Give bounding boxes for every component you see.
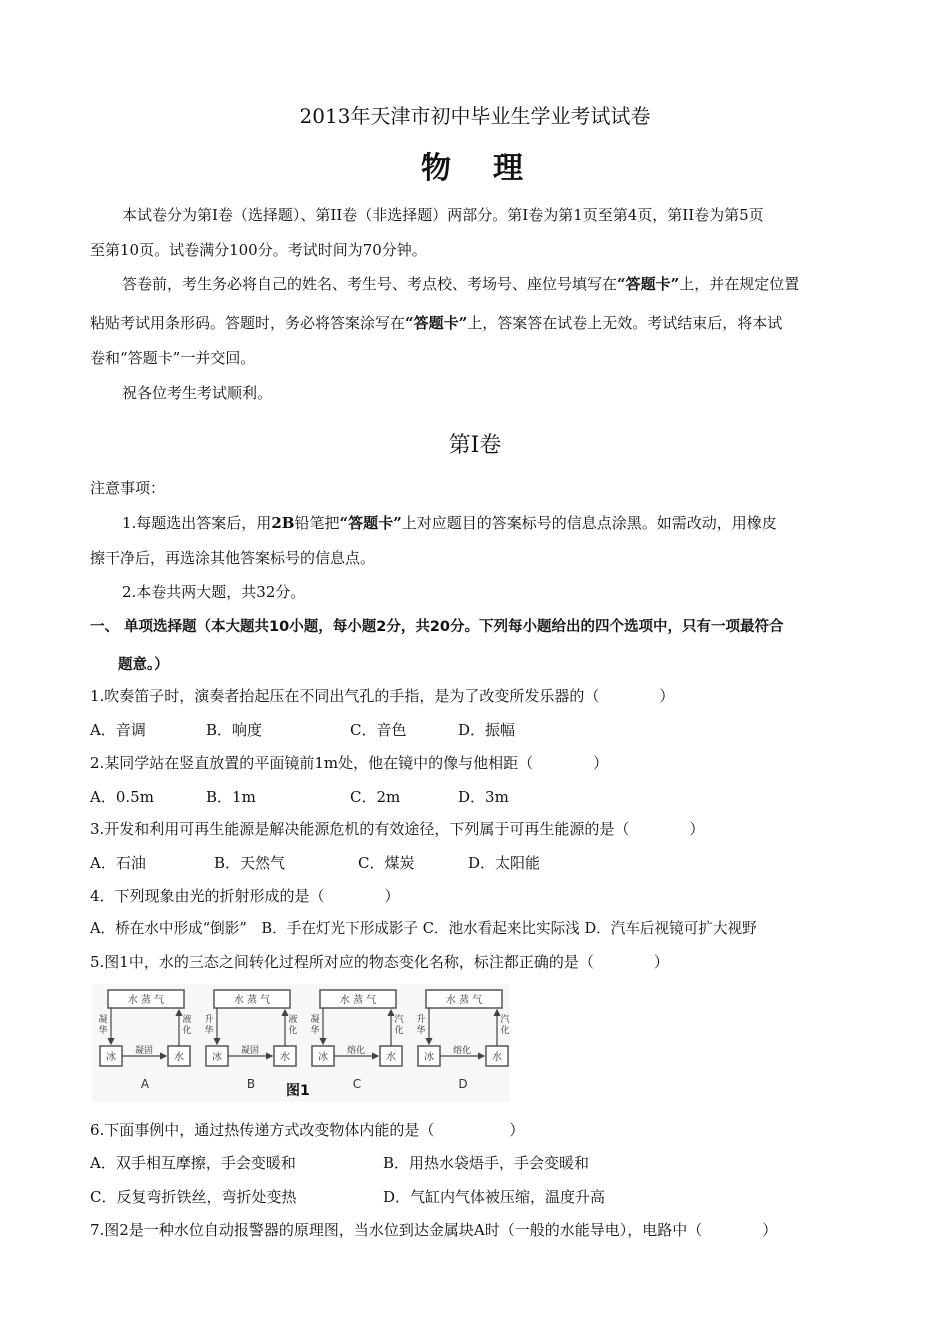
intro-text: 上，答案答在试卷上无效。考试结束后，将本试 [467, 314, 783, 332]
left-arrow-label-char: 升 [204, 1015, 214, 1025]
left-arrow-label [416, 1013, 425, 1036]
q1-option-a: A．音调 [90, 721, 146, 739]
right-arrow-label [288, 1013, 297, 1036]
question-4: 4．下列现象由光的折射形成的是（ ） [90, 887, 400, 905]
water-label: 水 [280, 1052, 290, 1063]
q1-option-c: C．音色 [350, 721, 407, 739]
right-arrow-label [182, 1013, 191, 1036]
q3-option-c: C．煤炭 [358, 854, 415, 872]
q6-option-d: D．气缸内气体被压缩，温度升高 [383, 1188, 606, 1206]
ice-label: 冰 [212, 1052, 222, 1063]
question-2: 2.某同学站在竖直放置的平面镜前1m处，他在镜中的像与他相距（ ） [90, 754, 609, 772]
question-7: 7.图2是一种水位自动报警器的原理图，当水位到达金属块A时（一般的水能导电），电路中（ ） [90, 1221, 778, 1239]
q3-option-d: D．太阳能 [468, 854, 541, 872]
diagram-c [310, 990, 403, 1091]
water-label: 水 [492, 1052, 502, 1063]
left-arrow-label-char: 凝 [98, 1015, 108, 1025]
question-3: 3.开发和利用可再生能源是解决能源危机的有效途径，下列属于可再生能源的是（ ） [90, 820, 705, 838]
answer-card-emphasis: “答题卡” [339, 514, 402, 532]
answer-card-emphasis: “答题卡” [405, 314, 468, 332]
left-arrow-label [98, 1013, 107, 1036]
section-heading: 第Ⅰ卷 [448, 433, 502, 458]
intro-text: 粘贴考试用条形码。答题时，务必将答案涂写在 [90, 314, 406, 332]
right-arrow-label-char: 化 [288, 1026, 298, 1036]
q6-option-c: C．反复弯折铁丝，弯折处变热 [90, 1188, 297, 1206]
intro-line: 至第10页。试卷满分100分。考试时间为70分钟。 [90, 241, 427, 259]
middle-arrow-label: 熔化 [346, 1046, 366, 1056]
right-arrow-label-char: 化 [394, 1026, 404, 1036]
q3-option-a: A．石油 [90, 854, 146, 872]
right-arrow-label [500, 1013, 509, 1036]
q6-option-a: A．双手相互摩擦，手会变暖和 [90, 1154, 296, 1172]
right-arrow-label-char: 化 [182, 1026, 192, 1036]
vapor-label: 水 蒸 气 [445, 995, 483, 1006]
left-arrow-label [310, 1013, 319, 1036]
right-arrow-label-char: 液 [288, 1015, 298, 1025]
ice-label: 冰 [424, 1052, 434, 1063]
question-6: 6.下面事例中，通过热传递方式改变物体内能的是（ ） [90, 1121, 525, 1139]
q1-option-d: D．振幅 [458, 721, 516, 739]
right-arrow-label-char: 化 [500, 1026, 510, 1036]
ice-label: 冰 [318, 1052, 328, 1063]
q2-option-d: D．3m [458, 788, 509, 806]
diagram-letter: A [140, 1077, 150, 1091]
q3-option-b: B．天然气 [214, 854, 286, 872]
water-label: 水 [386, 1052, 396, 1063]
q1-option-b: B．响度 [206, 721, 263, 739]
left-arrow-label-char: 华 [416, 1026, 426, 1036]
diagram-a [98, 990, 191, 1091]
middle-arrow-label: 熔化 [452, 1046, 472, 1056]
right-arrow-label-char: 汽 [394, 1015, 404, 1025]
intro-line [90, 313, 782, 333]
note-line: 2.本卷共两大题，共32分。 [122, 583, 306, 601]
left-arrow-label [204, 1013, 213, 1036]
pencil-emphasis: 2B [271, 514, 295, 532]
question-5: 5.图1中，水的三态之间转化过程所对应的物态变化名称，标注都正确的是（ ） [90, 953, 669, 971]
vapor-label: 水 蒸 气 [339, 995, 377, 1006]
left-arrow-label-char: 华 [204, 1026, 214, 1036]
intro-line: 本试卷分为第Ⅰ卷（选择题）、第II卷（非选择题）两部分。第Ⅰ卷为第1页至第4页，第II卷为第5页 [122, 206, 764, 224]
diagram-d [416, 990, 509, 1091]
part-heading: 题意。） [118, 657, 169, 673]
right-arrow-label-char: 汽 [500, 1015, 510, 1025]
question-1: 1.吹奏笛子时，演奏者抬起压在不同出气孔的手指，是为了改变所发乐器的（ ） [90, 687, 675, 705]
part-heading: 一、 单项选择题（本大题共10小题，每小题2分，共20分。下列每小题给出的四个选项中，只有一项最符合 [90, 619, 784, 635]
left-arrow-label-char: 华 [98, 1026, 108, 1036]
note-text: 1.每题选出答案后，用 [122, 514, 272, 532]
note-text: 上对应题目的答案标号的信息点涂黑。如需改动，用橡皮 [401, 514, 777, 532]
q4-options: A．桥在水中形成“倒影” B．手在灯光下形成影子 C．池水看起来比实际浅 D．汽车后视镜可扩大视野 [90, 920, 757, 937]
diagram-letter: C [352, 1077, 362, 1091]
middle-arrow-label: 凝固 [240, 1046, 260, 1056]
exam-title: 2013年天津市初中毕业生学业考试试卷 [299, 104, 651, 128]
water-label: 水 [174, 1052, 184, 1063]
left-arrow-label-char: 升 [416, 1015, 426, 1025]
intro-line [122, 274, 799, 294]
diagram-b [204, 990, 297, 1091]
left-arrow-label-char: 华 [310, 1026, 320, 1036]
intro-line: 卷和“答题卡”一并交回。 [90, 349, 256, 367]
note-text: 铅笔把 [294, 514, 340, 532]
q6-option-b: B．用热水袋焐手，手会变暖和 [383, 1154, 590, 1172]
note-line [122, 513, 777, 533]
intro-text: 答卷前，考生务必将自己的姓名、考生号、考点校、考场号、座位号填写在 [122, 275, 618, 293]
note-line: 擦干净后，再选涂其他答案标号的信息点。 [90, 549, 376, 567]
intro-text: 上，并在规定位置 [679, 275, 800, 293]
diagram-letter: B [246, 1077, 256, 1091]
diagram-letter: D [458, 1077, 468, 1091]
vapor-label: 水 蒸 气 [233, 995, 271, 1006]
subject-title: 物 理 [421, 151, 529, 186]
left-arrow-label-char: 凝 [310, 1015, 320, 1025]
q2-option-b: B．1m [206, 788, 256, 806]
middle-arrow-label: 凝固 [134, 1046, 154, 1056]
vapor-label: 水 蒸 气 [127, 995, 165, 1006]
answer-card-emphasis: “答题卡” [617, 275, 680, 293]
intro-line: 祝各位考生考试顺利。 [122, 384, 273, 402]
right-arrow-label [394, 1013, 403, 1036]
right-arrow-label-char: 液 [182, 1015, 192, 1025]
notes-label: 注意事项： [90, 479, 166, 497]
figure-1-caption: 图1 [286, 1083, 310, 1099]
q2-option-a: A．0.5m [90, 788, 154, 806]
q2-option-c: C．2m [350, 788, 401, 806]
ice-label: 冰 [106, 1052, 116, 1063]
